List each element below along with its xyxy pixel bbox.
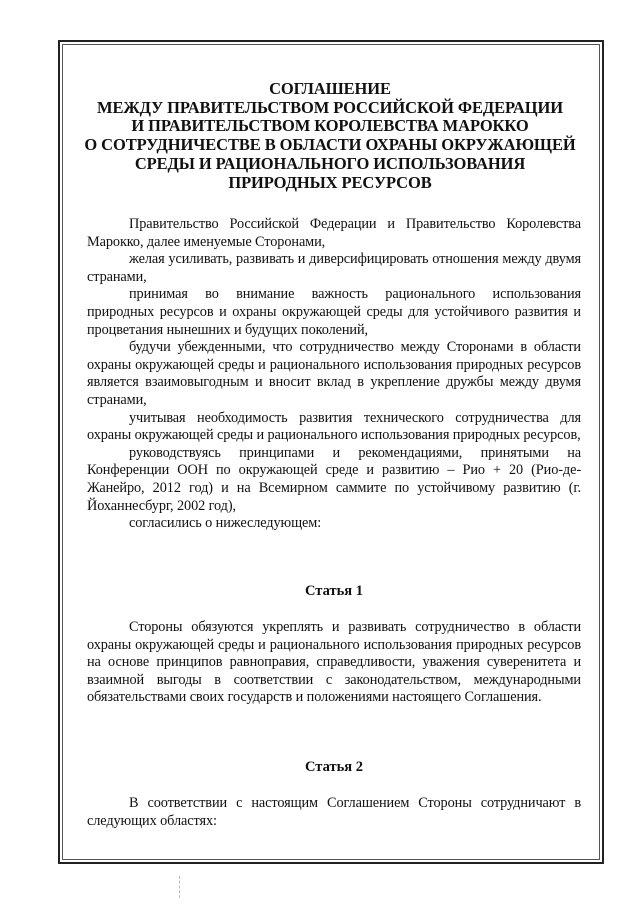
- document-title: [70, 80, 590, 192]
- title-line: МЕЖДУ ПРАВИТЕЛЬСТВОМ РОССИЙСКОЙ ФЕДЕРАЦИИ: [97, 97, 563, 117]
- article-2-paragraph: В соответствии с настоящим Соглашением Стороны сотрудничают в следующих областях:: [87, 795, 581, 829]
- article-1-paragraph: Стороны обязуются укреплять и развивать сотрудничество в области охраны окружающей среды и рационального использования природных ресурсов на основе принципов равноправия, справедливости, уважения суверенитета и взаимной выгоды в соответствии с законодательством, международными обязательствами своих государств и положениями настоящего Соглашения.: [87, 619, 581, 706]
- title-line: О СОТРУДНИЧЕСТВЕ В ОБЛАСТИ ОХРАНЫ ОКРУЖАЮЩЕЙ: [84, 135, 576, 155]
- preamble-paragraph: согласились о нижеследующем:: [129, 515, 322, 532]
- title-line: СОГЛАШЕНИЕ: [269, 79, 391, 98]
- title-line: И ПРАВИТЕЛЬСТВОМ КОРОЛЕВСТВА МАРОККО: [131, 116, 529, 136]
- article-2-text: [87, 795, 581, 830]
- preamble-paragraph: учитывая необходимость развития технического сотрудничества для охраны окружающей среды и рационального использования природных ресурсов,: [87, 409, 581, 444]
- article-1-text: [87, 619, 581, 707]
- title-line: СРЕДЫ И РАЦИОНАЛЬНОГО ИСПОЛЬЗОВАНИЯ: [134, 153, 526, 173]
- preamble-paragraph: руководствуясь принципами и рекомендациями, принятыми на Конференции ООН по окружающей среде и развитию – Рио + 20 (Рио-де-Жанейро, 2012 год) и на Всемирном саммите по устойчивому развитию (г. Йоханнесбург, 2002 год),: [87, 444, 581, 514]
- preamble-paragraph: принимая во внимание важность рационального использования природных ресурсов и охраны окружающей среды для устойчивого развития и процветания нынешних и будущих поколений,: [87, 286, 581, 338]
- title-line: ПРИРОДНЫХ РЕСУРСОВ: [228, 172, 432, 192]
- preamble-paragraph: будучи убежденными, что сотрудничество между Сторонами в области охраны окружающей среды и рационального использования природных ресурсов является взаимовыгодным и вносит вклад в укрепление дружбы между двумя странами,: [87, 339, 581, 408]
- scan-artifact: [179, 876, 181, 898]
- article-2-heading: Статья 2: [305, 759, 363, 775]
- preamble-paragraph: желая усиливать, развивать и диверсифицировать отношения между двумя странами,: [87, 251, 581, 285]
- preamble: [87, 216, 581, 533]
- preamble-paragraph: Правительство Российской Федерации и Правительство Королевства Марокко, далее именуемые Сторонами,: [87, 216, 581, 250]
- article-1-heading: Статья 1: [305, 583, 363, 599]
